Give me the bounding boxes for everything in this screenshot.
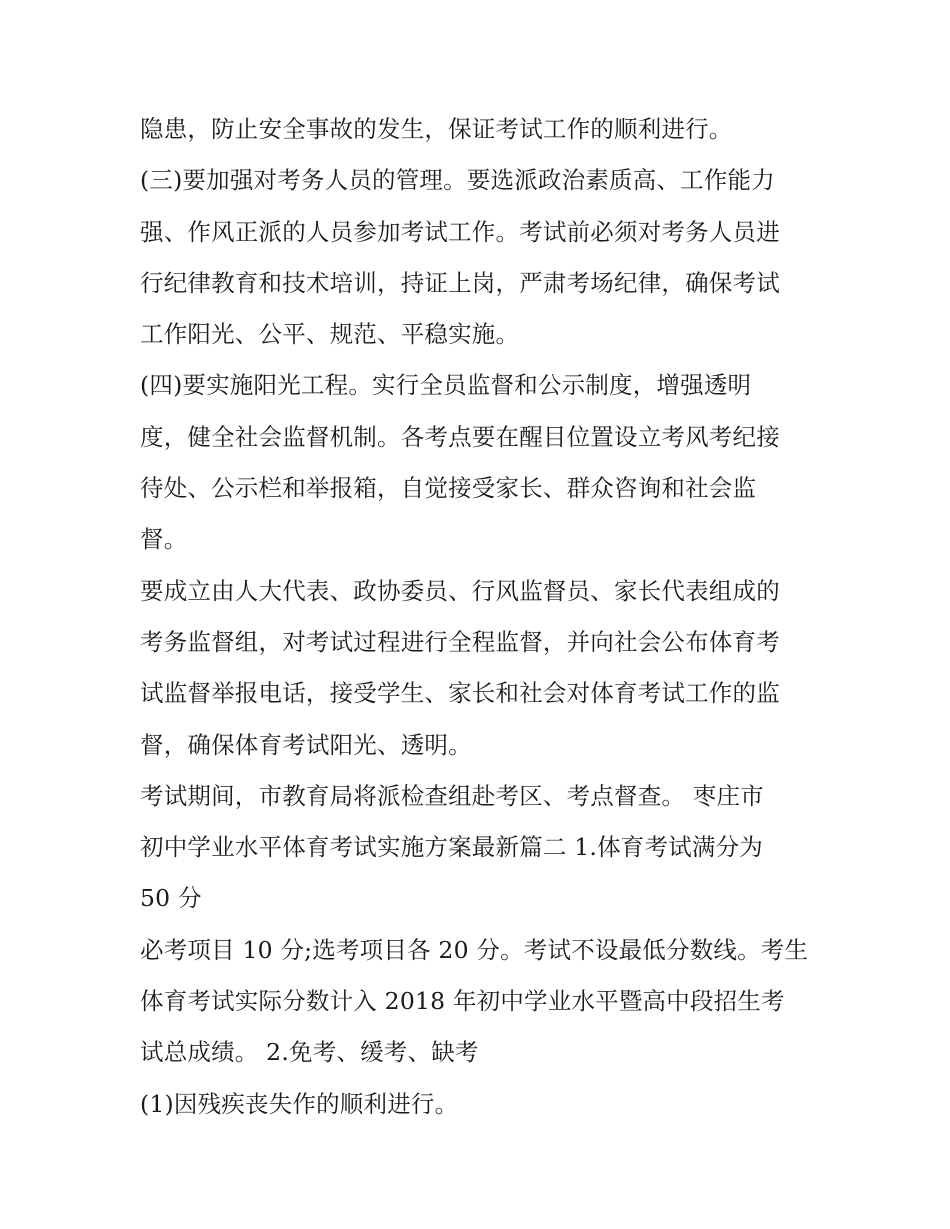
text-line: (1)因残疾丧失作的顺利进行。 — [140, 1089, 459, 1118]
text-line: 试总成绩。 2.免考、缓考、缺考 — [140, 1038, 479, 1067]
text-line: 隐患，防止安全事故的发生，保证考试工作的顺利进行。 — [140, 115, 733, 143]
text-line: 初中学业水平体育考试实施方案最新篇二 1.体育考试满分为 — [140, 833, 763, 862]
text-line: 试监督举报电话，接受学生、家长和社会对体育考试工作的监 — [140, 679, 780, 708]
text-line: 体育考试实际分数计入 2018 年初中学业水平暨高中段招生考 — [140, 987, 785, 1016]
text-line: 督。 — [140, 525, 188, 554]
document-body — [140, 104, 820, 1130]
text-line: (三)要加强对考务人员的管理。要选派政治素质高、工作能力 — [140, 166, 775, 195]
text-line: 50 分 — [140, 884, 202, 913]
text-line: 工作阳光、公平、规范、平稳实施。 — [140, 320, 520, 349]
text-line: 考试期间，市教育局将派检查组赴考区、考点督查。 枣庄市 — [140, 781, 764, 810]
text-line: 考务监督组，对考试过程进行全程监督，并向社会公布体育考 — [140, 627, 780, 656]
text-line: (四)要实施阳光工程。实行全员监督和公示制度，增强透明 — [140, 371, 752, 400]
text-line: 度，健全社会监督机制。各考点要在醒目位置设立考风考纪接 — [140, 422, 780, 451]
text-line: 强、作风正派的人员参加考试工作。考试前必须对考务人员进 — [140, 217, 780, 246]
text-line: 待处、公示栏和举报箱，自觉接受家长、群众咨询和社会监 — [140, 474, 757, 503]
text-line: 必考项目 10 分;选考项目各 20 分。考试不设最低分数线。考生 — [140, 935, 809, 964]
text-line: 要成立由人大代表、政协委员、行风监督员、家长代表组成的 — [140, 576, 780, 605]
text-line: 行纪律教育和技术培训，持证上岗，严肃考场纪律，确保考试 — [140, 268, 780, 297]
text-line: 督，确保体育考试阳光、透明。 — [140, 730, 472, 759]
